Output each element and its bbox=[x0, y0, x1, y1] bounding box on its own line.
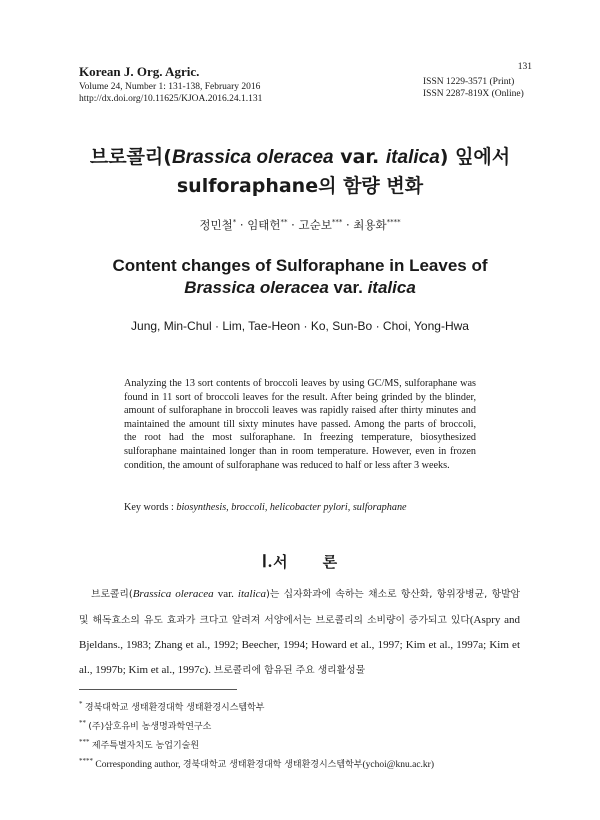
issn-print: ISSN 1229-3571 (Print) bbox=[423, 77, 515, 87]
footnote-3-text: 제주특별자치도 농업기술원 bbox=[91, 741, 200, 752]
author-4: 최용화 bbox=[353, 218, 387, 232]
footnote-1-text: 경북대학교 생태환경대학 생태환경시스템학부 bbox=[84, 703, 265, 714]
footnote-2-mark: ** bbox=[79, 719, 86, 728]
footnote-3 bbox=[79, 735, 539, 754]
korean-title bbox=[60, 143, 540, 201]
footnote-4 bbox=[79, 754, 539, 773]
footnote-divider bbox=[79, 689, 237, 690]
korean-title-part1: 브로콜리( bbox=[89, 146, 172, 168]
volume-info: Volume 24, Number 1: 131-138, February 2016 bbox=[79, 82, 261, 92]
issn-online: ISSN 2287-819X (Online) bbox=[423, 88, 524, 99]
footnote-2-text: (주)삼호유비 농생명과학연구소 bbox=[88, 722, 212, 733]
english-authors: Jung, Min-Chul · Lim, Tae-Heon · Ko, Sun-Bo · Choi, Yong-Hwa bbox=[131, 319, 469, 333]
journal-name: Korean J. Org. Agric. bbox=[79, 64, 200, 79]
author-2: 임태헌 bbox=[247, 218, 281, 232]
body-citations: (Aspry and Bjeldans., 1983; Zhang et al., 1992; Beecher, 1994; Howard et al., 1997; Kim et al., 1997a; Kim et al., 1997b; Kim et al., 1997c). bbox=[79, 613, 520, 676]
keywords-label: Key words : bbox=[124, 502, 177, 513]
footnote-4-text: 경북대학교 생태환경대학 생태환경시스템학부 bbox=[182, 760, 363, 771]
journal-header bbox=[79, 64, 379, 105]
korean-title-var: var. bbox=[333, 146, 386, 168]
footnote-1 bbox=[79, 697, 539, 716]
footnote-3-mark: *** bbox=[79, 738, 90, 747]
body-variety: italica bbox=[237, 588, 267, 600]
author-3: 고순보 bbox=[298, 218, 332, 232]
body-var: var. bbox=[213, 588, 238, 600]
korean-title-part2: ) 잎에서 bbox=[439, 146, 511, 168]
korean-title-variety: italica bbox=[385, 147, 440, 168]
english-title-var: var. bbox=[328, 278, 368, 297]
footnote-1-mark: * bbox=[79, 700, 83, 708]
section-title-b: 론 bbox=[322, 553, 339, 571]
english-title-variety: italica bbox=[367, 278, 416, 297]
english-title-species: Brassica oleracea bbox=[184, 278, 329, 297]
korean-authors: 정민철* · 임태헌** · 고순보*** · 최용화**** bbox=[199, 218, 401, 232]
body-text-1: )는 십자화과에 속하는 채소로 항산화, 항위장병균, 항발암 및 해독효소의 유도 효과가 크다고 알려져 서양에서는 브로콜리의 소비량이 증가되고 있다 bbox=[79, 589, 520, 626]
page-number: 131 bbox=[517, 62, 532, 72]
keywords bbox=[124, 502, 476, 513]
footnote-4-mark: **** bbox=[79, 757, 93, 766]
abstract: Analyzing the 13 sort contents of broccoli leaves by using GC/MS, sulforaphane was found in 11 sort of broccoli leaves for the result. After being grinded by the blinder, amount of sulforaphane in broccoli leaves was rapidly raised after thirty minutes and maintained the amount till sixty minutes have passed. Among the parts of broccoli, the root had the most sulforaphane. In freezing temperature, biosythesized sulforaphane maintained longer than in room temperature. However, even in frozen condition, the amount of sulforaphane was reduced to half or less after 3 weeks. bbox=[124, 378, 476, 471]
body-species: Brassica oleracea bbox=[132, 588, 214, 600]
korean-title-line2: sulforaphane의 함량 변화 bbox=[176, 175, 424, 197]
section-title-a: 서 bbox=[273, 553, 289, 571]
body-lead: 브로콜리( bbox=[91, 589, 133, 600]
footnote-4-lead: Corresponding author, bbox=[95, 760, 183, 771]
english-title-line1: Content changes of Sulforaphane in Leaves of bbox=[112, 256, 488, 275]
section-heading bbox=[60, 551, 540, 572]
author-1: 정민철 bbox=[199, 218, 233, 232]
introduction-paragraph bbox=[79, 582, 520, 683]
doi-link[interactable]: http://dx.doi.org/10.11625/KJOA.2016.24.1.131 bbox=[79, 93, 263, 104]
author-1-mark: * bbox=[232, 218, 237, 227]
korean-title-species: Brassica oleracea bbox=[171, 147, 334, 168]
issn-block bbox=[423, 77, 533, 100]
body-text-2: 브로콜리에 함유된 주요 생리활성물 bbox=[213, 664, 366, 676]
footnotes bbox=[79, 697, 539, 774]
english-title bbox=[60, 255, 540, 299]
footnote-4-email[interactable]: (ychoi@knu.ac.kr) bbox=[362, 760, 434, 771]
author-3-mark: *** bbox=[331, 218, 343, 227]
footnote-2 bbox=[79, 716, 539, 735]
section-number: Ⅰ. bbox=[261, 552, 274, 571]
keywords-terms: biosynthesis, broccoli, helicobacter pylori, sulforaphane bbox=[176, 502, 407, 513]
author-2-mark: ** bbox=[280, 218, 288, 227]
author-4-mark: **** bbox=[386, 218, 401, 227]
